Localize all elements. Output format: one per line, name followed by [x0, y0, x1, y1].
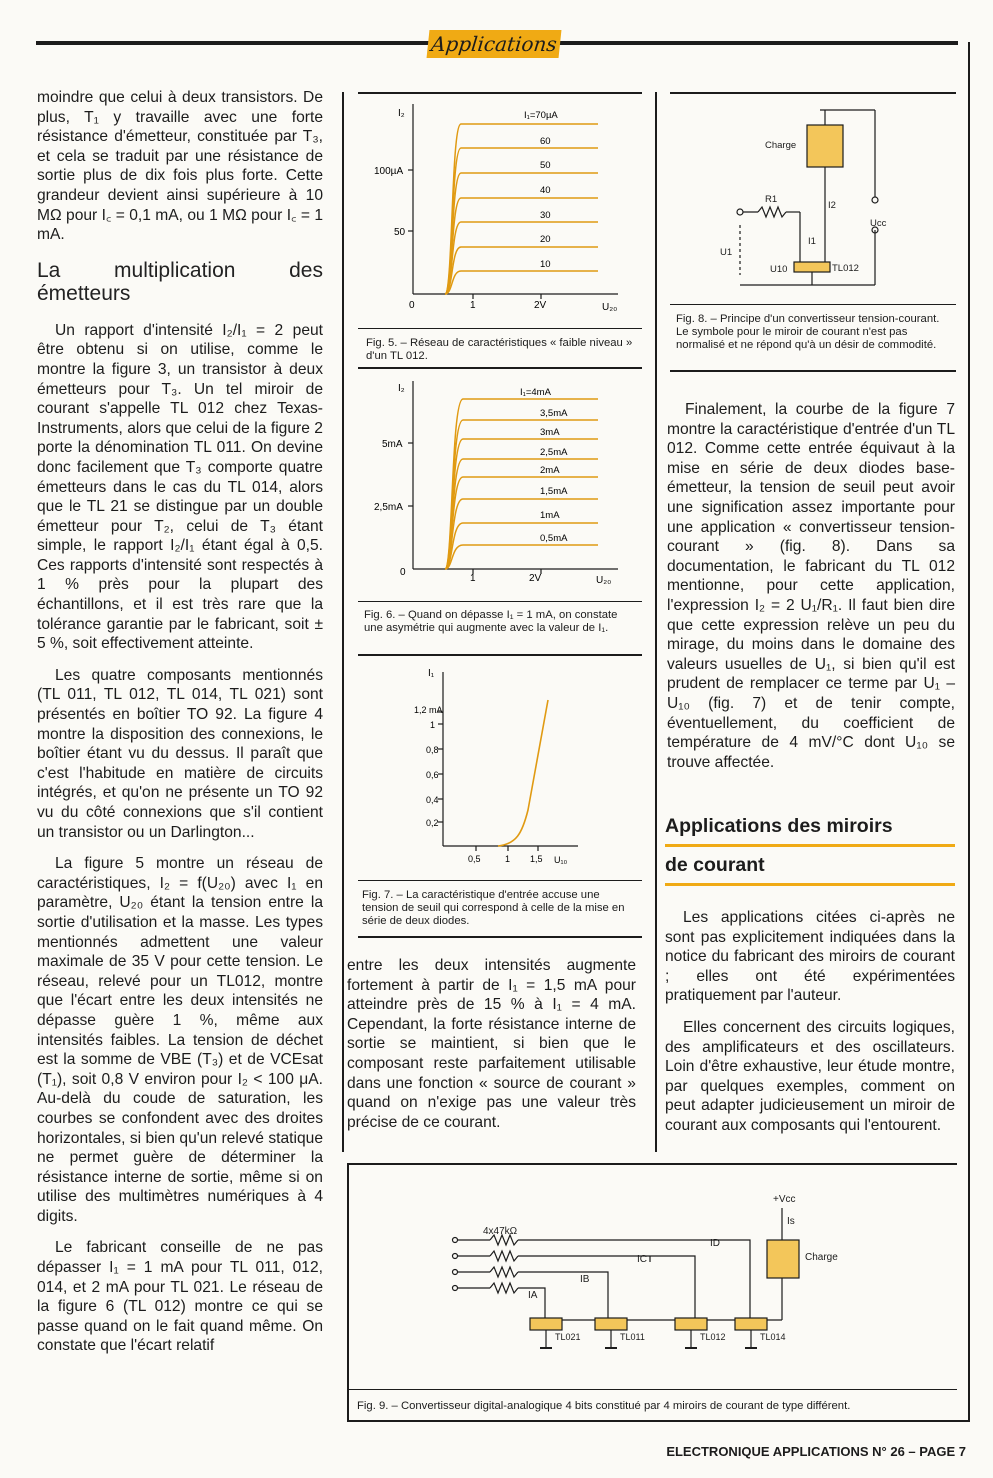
- curve: [445, 173, 598, 294]
- section-heading: La multiplication des émetteurs: [37, 258, 323, 305]
- curve-label: 50: [540, 160, 551, 171]
- label: I1: [808, 236, 816, 247]
- figure-5-chart: [358, 98, 642, 320]
- figure-rule: [358, 92, 642, 94]
- figure-8-schematic: [670, 100, 956, 304]
- curve-label: 40: [540, 185, 551, 196]
- tick-label: 50: [394, 227, 406, 238]
- figure-rule: [358, 880, 642, 881]
- paragraph: Le fabricant conseille de ne pas dépasser I₁ = 1 mA pour TL 011, 012, 014, et 2 mA pour TL 021. Le réseau de la figure 6 (TL 012) montre ce qui se passe quand on le fait quand même. On constate que l'écart relatif: [37, 1239, 323, 1355]
- curve-label: 1,5mA: [540, 486, 568, 497]
- figure-caption: Fig. 9. – Convertisseur digital-analogique 4 bits constitué par 4 miroirs de courant de type différent.: [357, 1400, 851, 1412]
- tick-label: 1: [470, 300, 476, 311]
- figure-rule: [670, 92, 956, 94]
- figure-rule: [670, 370, 956, 372]
- figure-rule: [347, 1163, 349, 1421]
- tick-label: 0,2: [426, 818, 439, 828]
- label: +Vcc: [773, 1194, 796, 1205]
- paragraph: Les applications citées ci-après ne sont pas explicitement indiquées dans la notice du fabricant des miroirs de courant ; elles ont été expérimentées pratiquement par l'auteur.: [665, 909, 955, 1005]
- tick-label: 0,5: [468, 854, 481, 864]
- label: R1: [765, 194, 778, 205]
- paragraph: Elles concernent des circuits logiques, des amplificateurs et des oscillateurs. Loin d'être exhaustive, leur étude montre, par quelques exemples, comment on peut adapter judicieusement un miroir de courant aux composants qui l'entourent.: [665, 1018, 955, 1134]
- curve: [445, 124, 598, 294]
- column-rule: [655, 92, 657, 1152]
- curve: [445, 499, 598, 569]
- tick-label: 0,8: [426, 745, 439, 755]
- label: Is: [787, 1216, 795, 1227]
- curve: [445, 198, 598, 294]
- curve-label: 20: [540, 234, 551, 245]
- tick-label: 0: [409, 300, 415, 311]
- figure-caption: Fig. 6. – Quand on dépasse I₁ = 1 mA, on constate une asymétrie qui augmente avec la valeur de I₁.: [364, 609, 618, 634]
- column-rule: [342, 92, 344, 1152]
- figure-rule: [347, 1163, 957, 1165]
- figure-rule: [358, 936, 642, 938]
- chip-label: TL014: [760, 1332, 786, 1342]
- right-column-text: [665, 908, 955, 1148]
- tick-label: 100µA: [374, 166, 404, 177]
- curve-label: 1mA: [540, 510, 560, 521]
- figure-rule: [347, 1389, 957, 1390]
- curve-label: 3,5mA: [540, 408, 568, 419]
- figure-rule: [670, 304, 956, 305]
- figure-7-chart: [358, 662, 642, 872]
- paragraph: Finalement, la courbe de la figure 7 montre la caractéristique d'entrée d'un TL 012. Comme cette entrée équivaut à la mise en série de deux diodes base-émetteur, la tension de seuil peut avoir une signification assez importante pour une application « convertisseur tension-courant » (fig. 8). Dans sa documentation, le fabricant du TL 012 mentionne, pour cette application, l'expression I₂ = 2 U₁/R₁. Il faut bien dire que cette expression relève un peu du mirage, du moins dans le domaine des valeurs usuelles de U₁, si bien qu'il est prudent de remplacer ce terme par U₁ – U₁₀ (fig. 7) et de tenir compte, éventuellement, du coefficient de température de 4 mV/°C dont U₁₀ se trouve affectée.: [667, 401, 955, 771]
- right-column-text: [667, 400, 955, 784]
- figure-rule: [358, 654, 642, 656]
- y-axis-label: I₂: [398, 383, 405, 394]
- x-axis-label: U₁₀: [554, 855, 568, 865]
- figure-9-schematic: [350, 1190, 954, 1390]
- tick-label: 1,5: [530, 854, 543, 864]
- middle-column-text: [347, 956, 636, 1144]
- heading-line: Applications des miroirs: [665, 812, 955, 847]
- curve-label: 2,5mA: [540, 447, 568, 458]
- figure-caption: Fig. 7. – La caractéristique d'entrée accuse une tension de seuil qui correspond à celle de la mise en série de deux diodes.: [362, 889, 625, 927]
- paragraph: La figure 5 montre un réseau de caractéristiques, I₂ = f(U₂₀) avec I₁ en paramètre, U₂₀ étant la tension entre la sortie d'utilisation et la masse. Les types mentionnés admettent une valeur maximale de 35 V pour cette tension. Le réseau, relevé pour un TL012, montre que l'écart entre les deux intensités ne dépasse guère 1 %, même aux intensités faibles. La tension de déchet est la somme de VBE (T₃) et de VCEsat (T₁), soit 0,8 V environ pour I₂ < 100 μA. Au-delà du coude de saturation, les courbes se confondent avec des droites horizontales, si bien qu'un relevé statique ne permet guère de déterminer la résistance interne de sortie, même si on utilise des multimètres numériques à 4 digits.: [37, 855, 323, 1225]
- label: IB: [580, 1274, 590, 1285]
- section-heading: [665, 812, 955, 890]
- x-axis-label: U₂₀: [602, 302, 618, 313]
- curve: [445, 545, 598, 569]
- curve-label: 60: [540, 136, 551, 147]
- label: 4x47kΩ: [483, 1226, 518, 1237]
- page-footer: ELECTRONIQUE APPLICATIONS N° 26 – PAGE 7: [666, 1444, 966, 1459]
- curve-label: 10: [540, 259, 551, 270]
- tick-label: 0,4: [426, 795, 439, 805]
- left-column: [37, 88, 323, 1368]
- y-axis-label: I₁: [428, 668, 435, 679]
- curve-label: I₁=4mA: [520, 387, 551, 398]
- label: IA: [528, 1290, 538, 1301]
- label: ID: [710, 1238, 720, 1249]
- tick-label: 1: [430, 720, 436, 730]
- label: Ucc: [870, 218, 887, 229]
- section-badge: Applications: [427, 30, 562, 58]
- tick-label: 0,6: [426, 770, 439, 780]
- tick-label: 2V: [534, 300, 547, 311]
- curve-label: 0,5mA: [540, 533, 568, 544]
- curve: [445, 523, 598, 569]
- y-axis-label: I₂: [398, 108, 405, 119]
- tick-label: 2V: [529, 573, 542, 584]
- curve-label: 3mA: [540, 427, 560, 438]
- curve: [445, 222, 598, 294]
- paragraph: Les quatre composants mentionnés (TL 011, TL 012, TL 014, TL 021) sont présentés en boîtier TO 92. La figure 4 montre la disposition des connexions, le boîtier étant vu du dessus. Il paraît que c'est l'habitude en matière de circuits intégrés, et qu'on ne présente un TO 92 vu du côté connexions que s'il contient un transistor ou un Darlington...: [37, 666, 323, 841]
- figure-rule: [358, 367, 642, 369]
- curve: [445, 420, 598, 569]
- figure-rule: [358, 328, 642, 329]
- column-rule: [968, 42, 970, 1422]
- tick-label: 1,2 mA: [414, 705, 443, 715]
- figure-caption: Fig. 5. – Réseau de caractéristiques « faible niveau » d'un TL 012.: [366, 337, 633, 362]
- figure-6-chart: [358, 375, 642, 595]
- label: U1: [720, 247, 733, 258]
- label: I2: [828, 200, 836, 211]
- tick-label: 0: [400, 567, 406, 578]
- curve-label: 30: [540, 210, 551, 221]
- tick-label: 5mA: [382, 439, 403, 450]
- label: TL012: [832, 263, 859, 274]
- paragraph: moindre que celui à deux transistors. De plus, T₁ y travaille avec une forte résistance d'émetteur, constituée par T₃, et cela se traduit par une résistance de sortie plus de dix fois plus forte. Cette grandeur devient ainsi supérieure à 10 MΩ pour I꜀ = 0,1 mA, ou 1 MΩ pour I꜀ = 1 mA.: [37, 89, 323, 244]
- curve: [445, 148, 598, 294]
- tick-label: 1: [505, 854, 511, 864]
- chip-label: TL011: [620, 1332, 645, 1342]
- paragraph: Un rapport d'intensité I₂/I₁ = 2 peut être obtenu si on utilise, comme le montre la figure 3, un transistor à deux émetteurs pour T₃. Un tel miroir de courant s'appelle TL 012 chez Texas-Instruments, alors que celui de la figure 2 porte la dénomination TL 011. On devine donc facilement que T₃ comporte quatre émetteurs dans le cas du TL 014, alors que le TL 21 se distingue par un double émetteur pour T₂, celui de T₃ étant simple, le rapport I₂/I₁ étant égal à 0,5. Ces rapports d'intensité sont respectés à 1 % près pour la plupart des échantillons, et il est très rare que la tolérance garantie par le fabricant, soit ± 5 %, soit effectivement atteinte.: [37, 321, 323, 653]
- tick-label: 2,5mA: [374, 502, 403, 513]
- label: U10: [770, 264, 788, 275]
- curve-label: 2mA: [540, 465, 560, 476]
- figure-rule: [358, 601, 642, 602]
- tick-label: 1: [470, 573, 476, 584]
- chip-label: TL012: [700, 1332, 726, 1342]
- curve: [445, 399, 598, 569]
- label: IC: [637, 1254, 647, 1265]
- x-axis-label: U₂₀: [596, 575, 612, 586]
- figure-rule: [347, 1420, 969, 1422]
- paragraph: entre les deux intensités augmente fortement à partir de I₁ = 1,5 mA pour atteindre près de 15 % à I₁ = 4 mA. Cependant, la forte résistance interne de sortie se maintient, si bien que le composant reste parfaitement utilisable dans une fonction « source de courant » quand on n'exige pas une valeur très précise de ce courant.: [347, 957, 636, 1131]
- chip-label: TL021: [555, 1332, 581, 1342]
- label: Charge: [805, 1252, 838, 1263]
- curve-label: I₁=70µA: [524, 110, 558, 121]
- curve: [445, 271, 598, 294]
- heading-line: de courant: [665, 851, 955, 886]
- label: Charge: [765, 140, 797, 151]
- figure-caption: Fig. 8. – Principe d'un convertisseur tension-courant. Le symbole pour le miroir de courant n'est pas normalisé et ne répond qu'à un désir de commodité.: [676, 313, 940, 351]
- curve: [445, 459, 598, 569]
